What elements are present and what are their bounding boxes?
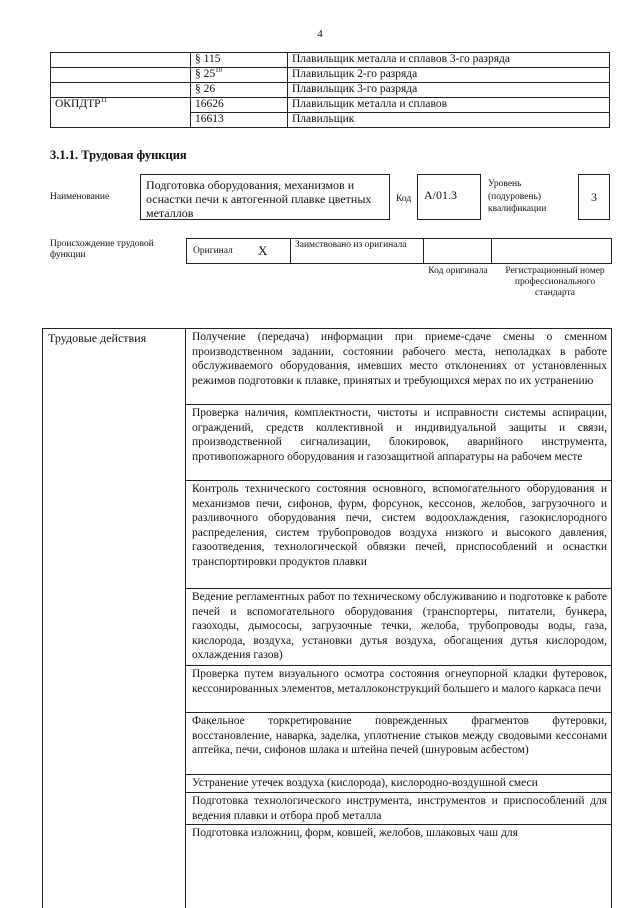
section-title: 3.1.1. Трудовая функция xyxy=(50,148,187,162)
function-code-box: А/01.3 xyxy=(417,174,481,220)
list-item: Подготовка технологического инструмента, инструментов и приспособлений для ведения плавки и отбора проб металла xyxy=(186,793,611,825)
labor-actions-table xyxy=(42,328,612,908)
original-label: Оригинал xyxy=(193,246,233,256)
table-cell-code: § 26 xyxy=(191,83,288,98)
table-cell-label xyxy=(51,68,191,83)
origin-row xyxy=(186,238,612,264)
reg-number-caption: Регистрационный номер профессионального стандарта xyxy=(505,266,605,298)
borrowed-cell xyxy=(291,239,424,263)
level-label: Уровень (подуровень) квалификации xyxy=(488,179,547,214)
page-number: 4 xyxy=(317,28,323,40)
list-item: Проверка наличия, комплектности, чистоты и исправности системы аспирации, ограждений, средств коллективной и индивидуальной защиты и связи, производственной сигнализации, блокировок, аварийного инструмента, противопожарного оборудования и газозащитной аппаратуры на рабочем месте xyxy=(186,405,611,481)
labor-actions-header: Трудовые действия xyxy=(43,329,186,908)
labor-actions-list xyxy=(186,329,611,908)
list-item: Получение (передача) информации при приеме-сдаче смены о сменном производственном задании, состоянии рабочего места, неполадках в работе обслуживаемого оборудования, имевших место отклонениях от установленных режимов подготовки к плавке, принятых и требующихся мерах по их устранению xyxy=(186,329,611,405)
table-cell-code: 16626 xyxy=(191,98,288,113)
code-original-cell xyxy=(424,239,492,263)
table-cell-label: ОКПДТР$^{11}$ xyxy=(51,98,191,128)
name-label: Наименование xyxy=(50,192,110,202)
function-name-box: Подготовка оборудования, механизмов и оснастки печи к автогенной плавке цветных металлов xyxy=(140,174,390,220)
list-item: Факельное торкретирование поврежденных фрагментов футеровки, восстановление, наварка, заделка, уплотнение стыков между сводовыми кессонами аптейка, печи, сифонов шлака и штейна печей (шнуровым асбестом) xyxy=(186,713,611,775)
table-cell-name: Плавильщик металла и сплавов xyxy=(288,98,610,113)
table-cell-name: Плавильщик металла и сплавов 3-го разряда xyxy=(288,53,610,68)
reg-number-cell xyxy=(492,239,611,263)
list-item: Подготовка изложниц, форм, ковшей, желобов, шлаковых чаш для xyxy=(192,827,518,839)
table-cell-name: Плавильщик 3-го разряда xyxy=(288,83,610,98)
table-cell-name: Плавильщик xyxy=(288,113,610,128)
table-cell-code: § 115 xyxy=(191,53,288,68)
level-box: 3 xyxy=(578,174,610,220)
table-cell-code: 16613 xyxy=(191,113,288,128)
table-cell-name: Плавильщик 2-го разряда xyxy=(288,68,610,83)
list-item: Проверка путем визуального осмотра состояния огнеупорной кладки футеровок, кессонированных элементов, металлоконструкций большего и малого каркаса печи xyxy=(186,666,611,713)
table-cell-label xyxy=(51,83,191,98)
table-row xyxy=(51,83,610,98)
original-mark: X xyxy=(258,243,268,258)
original-cell xyxy=(187,239,291,263)
table-row xyxy=(51,98,610,113)
classification-table xyxy=(50,52,610,128)
borrowed-label: Заимствовано из оригинала xyxy=(295,240,407,250)
table-cell-code: § $25^{10}$ xyxy=(191,68,288,83)
list-item: Устранение утечек воздуха (кислорода), кислородно-воздушной смеси xyxy=(186,775,611,793)
list-item: Контроль технического состояния основного, вспомогательного оборудования и механизмов печи, сифонов, фурм, форсунок, кессонов, желобов, загрузочного и разливочного оборудования печи, систем водоохлаждения, газокислородного распределения, систем трубопроводов воздуха низкого и высокого давления, газоотведения, технологической обвязки печей, приспособлений и оснастки транспортировки продуктов плавки xyxy=(186,481,611,589)
table-row xyxy=(51,68,610,83)
origin-label: Происхождение трудовой функции xyxy=(50,239,154,260)
table-cell-label xyxy=(51,53,191,68)
code-original-caption: Код оригинала xyxy=(428,266,488,276)
code-label: Код xyxy=(396,194,412,204)
table-row xyxy=(51,53,610,68)
list-item: Ведение регламентных работ по техническому обслуживанию и подготовке к работе печей и вспомогательного оборудования (транспортеры, питатели, бункера, газоходы, дымососы, загрузочные течки, желоба, трубопроводы воды, газа, кислорода, воздуха, установки дутья воздуха, обогащения дутья кислородом, охлаждения газов) xyxy=(186,589,611,666)
